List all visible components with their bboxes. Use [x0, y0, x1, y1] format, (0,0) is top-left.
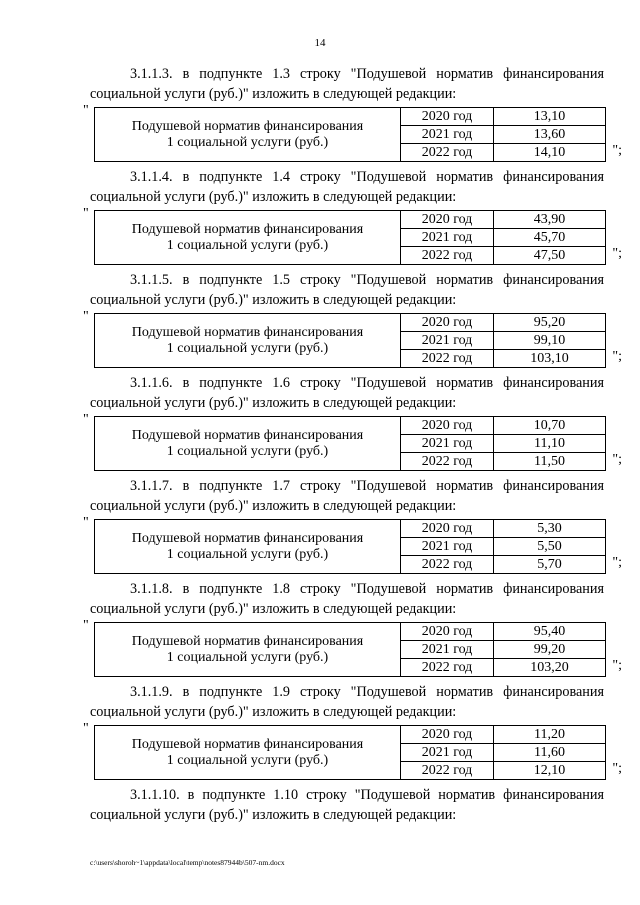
paragraph-line-1: 3.1.1.6. в подпункте 1.6 строку "Подушевой норматив финансирования — [130, 375, 604, 391]
norm-table-block — [83, 721, 622, 780]
norm-label-line-2: 1 социальной услуги (руб.) — [166, 237, 329, 253]
norm-label-line-2: 1 социальной услуги (руб.) — [166, 752, 329, 768]
table-row — [95, 314, 606, 332]
year-cell: 2020 год — [401, 520, 494, 538]
paragraph-line-2: социальной услуги (руб.)" изложить в следующей редакции: — [90, 395, 457, 411]
open-quote: " — [83, 309, 89, 324]
year-cell: 2021 год — [401, 126, 494, 144]
norm-table — [94, 416, 606, 471]
amendment-paragraph — [90, 579, 604, 619]
year-cell: 2021 год — [401, 744, 494, 762]
year-cell: 2022 год — [401, 762, 494, 780]
paragraph-line-1: 3.1.1.8. в подпункте 1.8 строку "Подушевой норматив финансирования — [130, 581, 604, 597]
norm-label-line-2: 1 социальной услуги (руб.) — [166, 443, 329, 459]
norm-label-line-1: Подушевой норматив финансирования — [131, 530, 364, 546]
value-cell: 12,10 — [494, 762, 606, 780]
table-row — [95, 108, 606, 126]
amendment-paragraph — [90, 167, 604, 207]
year-cell: 2020 год — [401, 108, 494, 126]
year-cell: 2021 год — [401, 641, 494, 659]
paragraph-line-2: социальной услуги (руб.)" изложить в следующей редакции: — [90, 807, 457, 823]
year-cell: 2022 год — [401, 556, 494, 574]
amendment-paragraph — [90, 64, 604, 104]
norm-label-line-1: Подушевой норматив финансирования — [131, 221, 364, 237]
sections-container — [83, 64, 622, 780]
value-cell: 11,10 — [494, 435, 606, 453]
norm-label-cell — [95, 520, 401, 574]
norm-label-line-2: 1 социальной услуги (руб.) — [166, 134, 329, 150]
table-row — [95, 211, 606, 229]
norm-label-cell — [95, 108, 401, 162]
paragraph-line-1: 3.1.1.5. в подпункте 1.5 строку "Подушевой норматив финансирования — [130, 272, 604, 288]
table-row — [95, 726, 606, 744]
norm-table — [94, 210, 606, 265]
norm-label-line-2: 1 социальной услуги (руб.) — [166, 649, 329, 665]
paragraph-line-1: 3.1.1.10. в подпункте 1.10 строку "Подушевой норматив финансирования — [130, 787, 604, 803]
document-body — [83, 64, 622, 825]
file-path-footer: c:\users\shoroh~1\appdata\local\temp\notes87944b\507-nm.docx — [90, 858, 285, 867]
amendment-paragraph — [90, 270, 604, 310]
norm-table — [94, 107, 606, 162]
paragraph-line-1: 3.1.1.9. в подпункте 1.9 строку "Подушевой норматив финансирования — [130, 684, 604, 700]
close-quote: "; — [612, 452, 622, 467]
norm-table-block — [83, 103, 622, 162]
norm-label-line-1: Подушевой норматив финансирования — [131, 118, 364, 134]
value-cell: 11,20 — [494, 726, 606, 744]
norm-label-line-1: Подушевой норматив финансирования — [131, 633, 364, 649]
paragraph-line-2: социальной услуги (руб.)" изложить в следующей редакции: — [90, 292, 457, 308]
paragraph-line-1: 3.1.1.3. в подпункте 1.3 строку "Подушевой норматив финансирования — [130, 66, 604, 82]
norm-label-line-1: Подушевой норматив финансирования — [131, 736, 364, 752]
norm-table — [94, 622, 606, 677]
norm-label-cell — [95, 726, 401, 780]
open-quote: " — [83, 515, 89, 530]
norm-table-block — [83, 309, 622, 368]
value-cell: 10,70 — [494, 417, 606, 435]
paragraph-line-2: социальной услуги (руб.)" изложить в следующей редакции: — [90, 704, 457, 720]
norm-table — [94, 519, 606, 574]
value-cell: 95,20 — [494, 314, 606, 332]
norm-table-block — [83, 206, 622, 265]
norm-label-cell — [95, 417, 401, 471]
norm-label-cell — [95, 211, 401, 265]
value-cell: 5,30 — [494, 520, 606, 538]
year-cell: 2020 год — [401, 726, 494, 744]
value-cell: 5,50 — [494, 538, 606, 556]
paragraph-line-1: 3.1.1.4. в подпункте 1.4 строку "Подушевой норматив финансирования — [130, 169, 604, 185]
norm-table-block — [83, 618, 622, 677]
close-quote: "; — [612, 555, 622, 570]
year-cell: 2022 год — [401, 350, 494, 368]
value-cell: 103,20 — [494, 659, 606, 677]
open-quote: " — [83, 206, 89, 221]
value-cell: 95,40 — [494, 623, 606, 641]
norm-table-block — [83, 515, 622, 574]
year-cell: 2022 год — [401, 453, 494, 471]
norm-label-line-1: Подушевой норматив финансирования — [131, 427, 364, 443]
close-quote: "; — [612, 143, 622, 158]
amendment-paragraph — [90, 373, 604, 413]
page-number: 14 — [314, 37, 326, 49]
value-cell: 5,70 — [494, 556, 606, 574]
value-cell: 99,20 — [494, 641, 606, 659]
norm-label-cell — [95, 314, 401, 368]
close-quote: "; — [612, 761, 622, 776]
year-cell: 2020 год — [401, 623, 494, 641]
paragraph-line-2: социальной услуги (руб.)" изложить в следующей редакции: — [90, 601, 457, 617]
year-cell: 2022 год — [401, 659, 494, 677]
value-cell: 45,70 — [494, 229, 606, 247]
norm-label-line-2: 1 социальной услуги (руб.) — [166, 546, 329, 562]
norm-label-line-2: 1 социальной услуги (руб.) — [166, 340, 329, 356]
year-cell: 2020 год — [401, 211, 494, 229]
norm-label-line-1: Подушевой норматив финансирования — [131, 324, 364, 340]
value-cell: 43,90 — [494, 211, 606, 229]
year-cell: 2021 год — [401, 332, 494, 350]
open-quote: " — [83, 412, 89, 427]
amendment-paragraph — [90, 476, 604, 516]
close-quote: "; — [612, 658, 622, 673]
year-cell: 2021 год — [401, 435, 494, 453]
norm-table — [94, 313, 606, 368]
value-cell: 47,50 — [494, 247, 606, 265]
paragraph-line-2: социальной услуги (руб.)" изложить в следующей редакции: — [90, 86, 457, 102]
value-cell: 13,60 — [494, 126, 606, 144]
year-cell: 2020 год — [401, 417, 494, 435]
year-cell: 2021 год — [401, 229, 494, 247]
value-cell: 11,60 — [494, 744, 606, 762]
final-paragraph — [90, 785, 604, 825]
year-cell: 2020 год — [401, 314, 494, 332]
open-quote: " — [83, 618, 89, 633]
table-row — [95, 520, 606, 538]
value-cell: 103,10 — [494, 350, 606, 368]
open-quote: " — [83, 103, 89, 118]
value-cell: 14,10 — [494, 144, 606, 162]
value-cell: 13,10 — [494, 108, 606, 126]
table-row — [95, 623, 606, 641]
year-cell: 2021 год — [401, 538, 494, 556]
norm-label-cell — [95, 623, 401, 677]
paragraph-line-2: социальной услуги (руб.)" изложить в следующей редакции: — [90, 189, 457, 205]
close-quote: "; — [612, 246, 622, 261]
close-quote: "; — [612, 349, 622, 364]
amendment-paragraph — [90, 682, 604, 722]
year-cell: 2022 год — [401, 144, 494, 162]
value-cell: 11,50 — [494, 453, 606, 471]
norm-table — [94, 725, 606, 780]
open-quote: " — [83, 721, 89, 736]
year-cell: 2022 год — [401, 247, 494, 265]
paragraph-line-2: социальной услуги (руб.)" изложить в следующей редакции: — [90, 498, 457, 514]
paragraph-line-1: 3.1.1.7. в подпункте 1.7 строку "Подушевой норматив финансирования — [130, 478, 604, 494]
norm-table-block — [83, 412, 622, 471]
value-cell: 99,10 — [494, 332, 606, 350]
table-row — [95, 417, 606, 435]
